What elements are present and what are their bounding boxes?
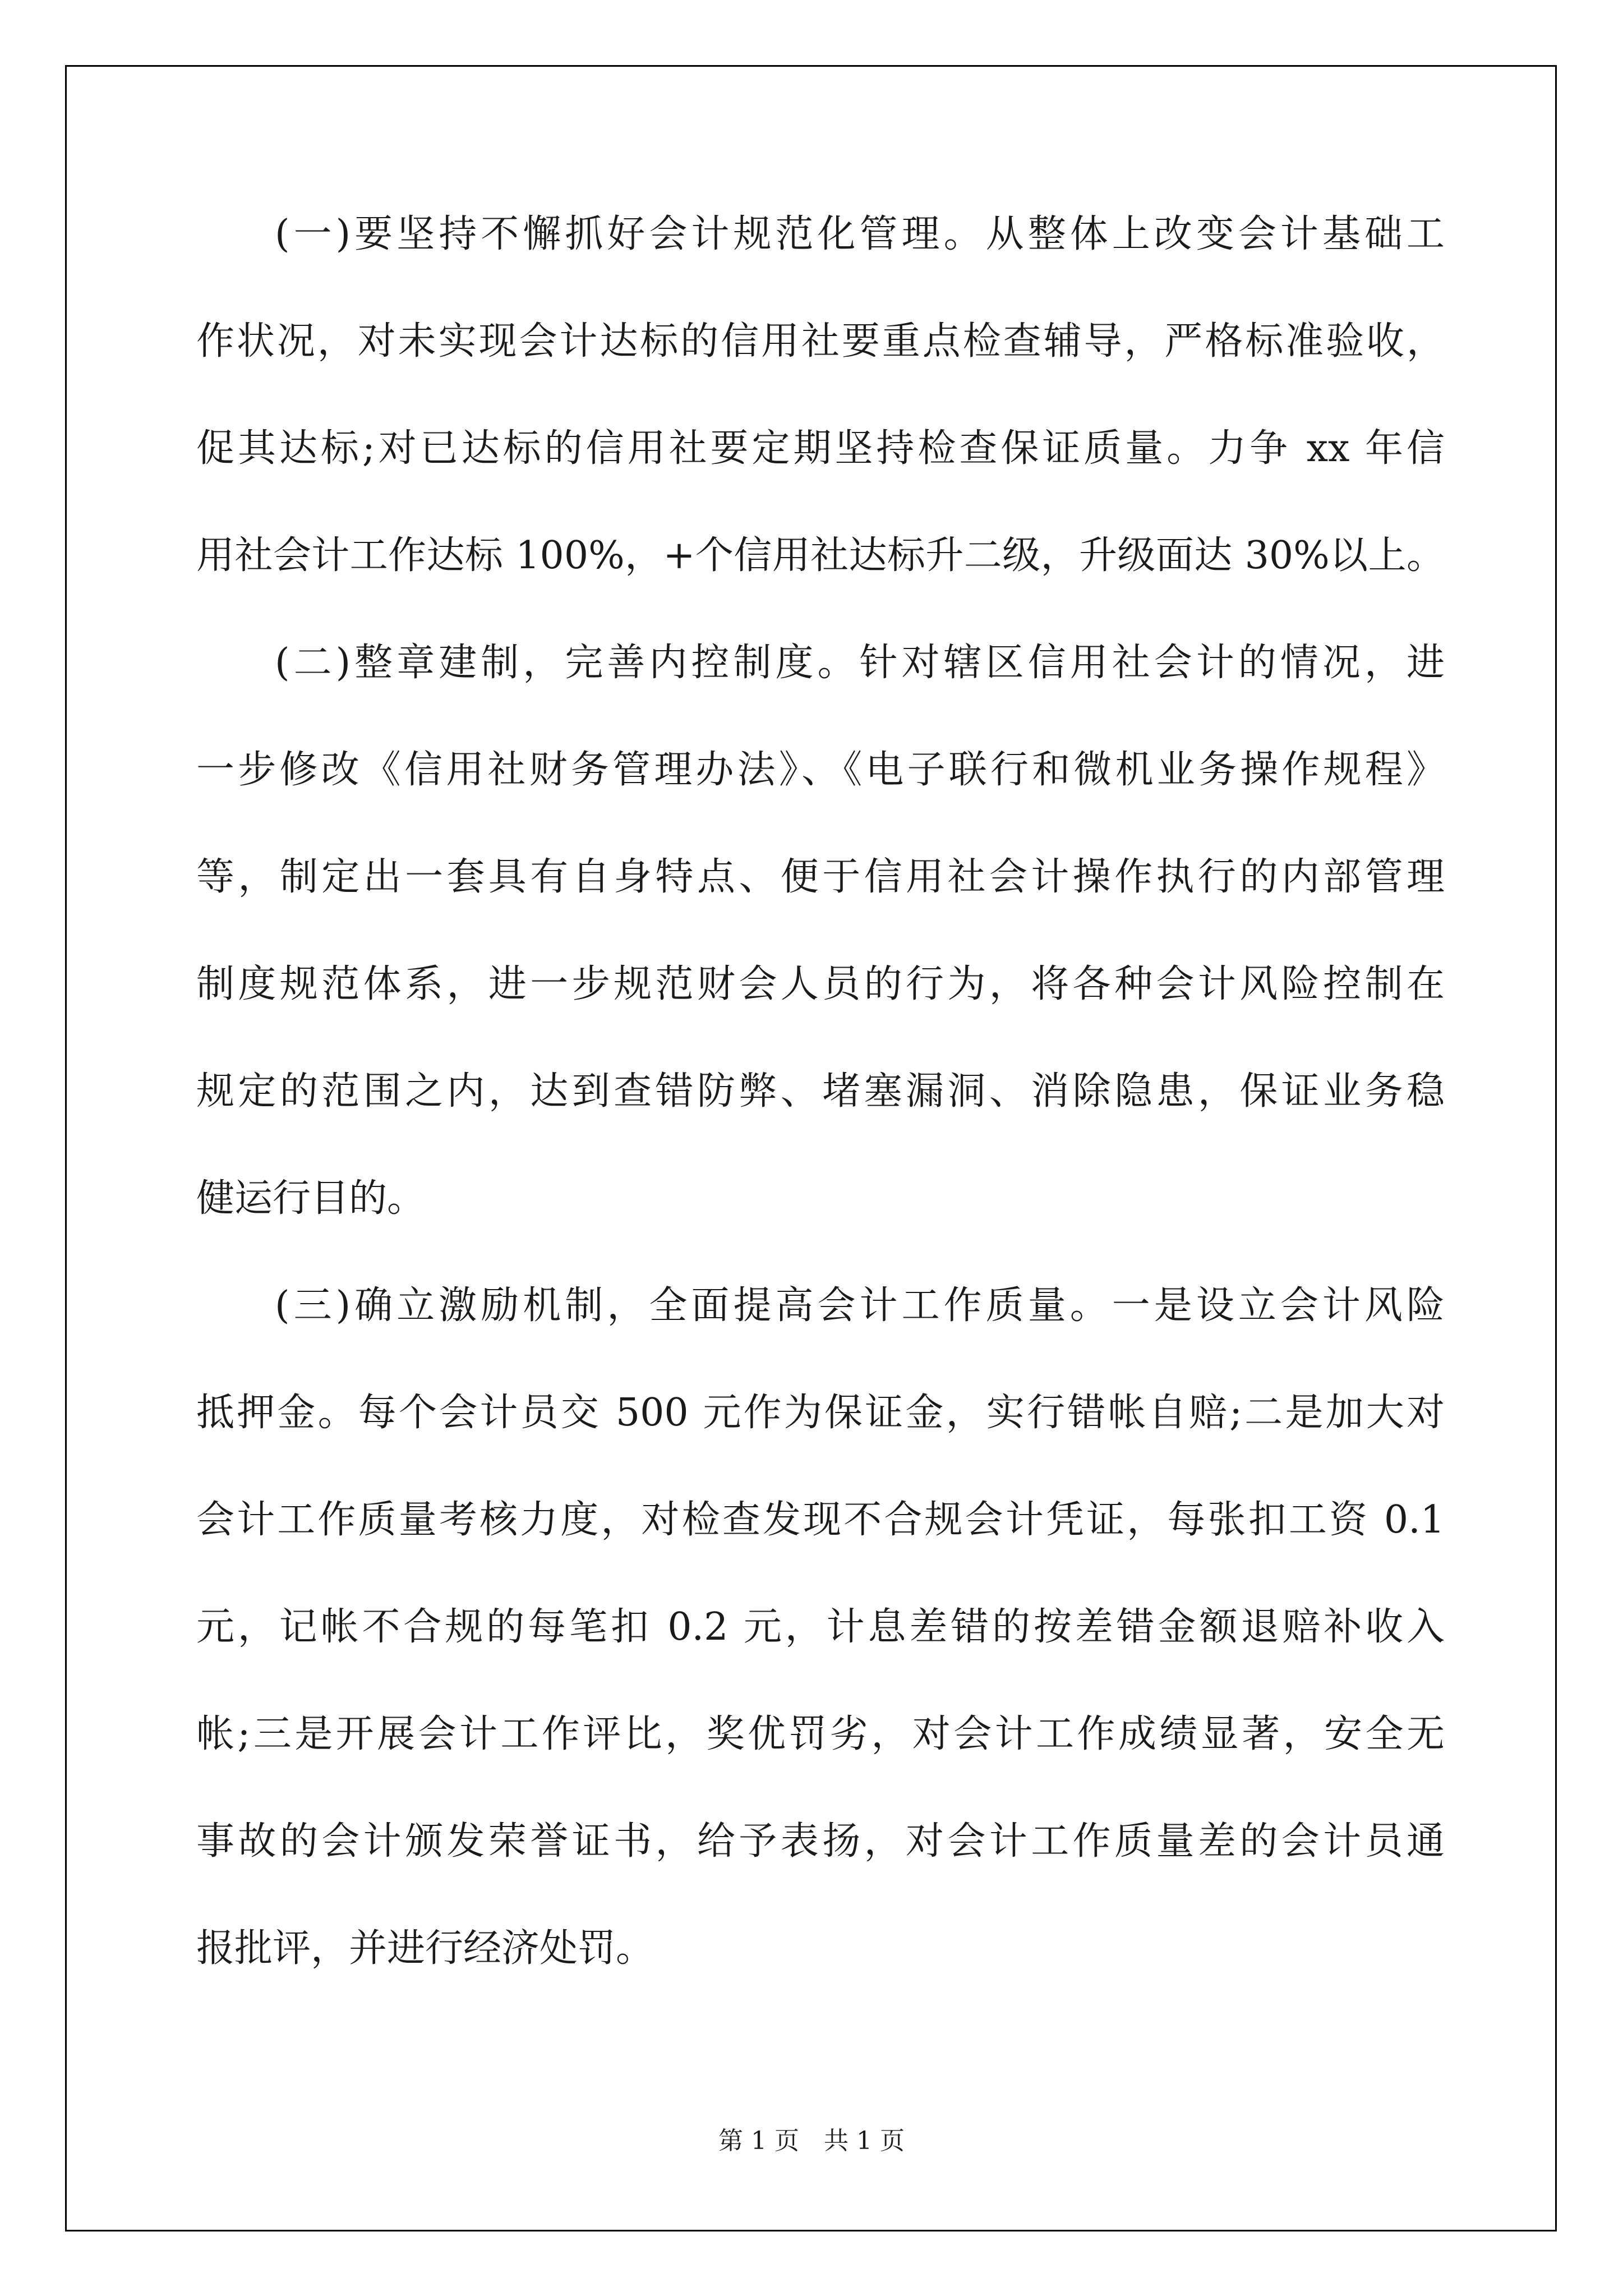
page-border <box>65 65 1557 2231</box>
paragraph-3-line-5: 帐;三是开展会计工作评比，奖优罚劣，对会计工作成绩显著，安全无 <box>196 1712 1445 1756</box>
paragraph-2-line-6: 健运行目的。 <box>196 1176 426 1221</box>
paragraph-1-line-4: 用社会计工作达标 100%，+个信用社达标升二级，升级面达 30%以上。 <box>196 533 1445 578</box>
page-footer: 第 1 页 共 1 页 <box>718 2127 905 2155</box>
paragraph-2-line-3: 等，制定出一套具有自身特点、便于信用社会计操作执行的内部管理 <box>196 855 1445 899</box>
paragraph-1-line-3: 促其达标;对已达标的信用社要定期坚持检查保证质量。力争 xx 年信 <box>196 426 1445 471</box>
paragraph-1-line-2: 作状况，对未实现会计达标的信用社要重点检查辅导，严格标准验收， <box>196 319 1445 364</box>
paragraph-3-line-3: 会计工作质量考核力度，对检查发现不合规会计凭证，每张扣工资 0.1 <box>196 1498 1445 1542</box>
paragraph-3-line-1: (三)确立激励机制，全面提高会计工作质量。一是设立会计风险 <box>275 1283 1445 1328</box>
paragraph-2-line-1: (二)整章建制，完善内控制度。针对辖区信用社会计的情况，进 <box>275 641 1445 685</box>
paragraph-3-line-6: 事故的会计颁发荣誉证书，给予表扬，对会计工作质量差的会计员通 <box>196 1819 1445 1864</box>
paragraph-3-line-2: 抵押金。每个会计员交 500 元作为保证金，实行错帐自赔;二是加大对 <box>196 1391 1445 1435</box>
paragraph-3-line-7: 报批评，并进行经济处罚。 <box>196 1926 654 1971</box>
paragraph-2-line-5: 规定的范围之内，达到查错防弊、堵塞漏洞、消除隐患，保证业务稳 <box>196 1069 1445 1114</box>
paragraph-2-line-4: 制度规范体系，进一步规范财会人员的行为，将各种会计风险控制在 <box>196 962 1445 1006</box>
paragraph-2-line-2: 一步修改《信用社财务管理办法》、《电子联行和微机业务操作规程》 <box>196 748 1445 792</box>
paragraph-1-line-1: (一)要坚持不懈抓好会计规范化管理。从整体上改变会计基础工 <box>275 212 1445 256</box>
paragraph-3-line-4: 元，记帐不合规的每笔扣 0.2 元，计息差错的按差错金额退赔补收入 <box>196 1605 1445 1649</box>
